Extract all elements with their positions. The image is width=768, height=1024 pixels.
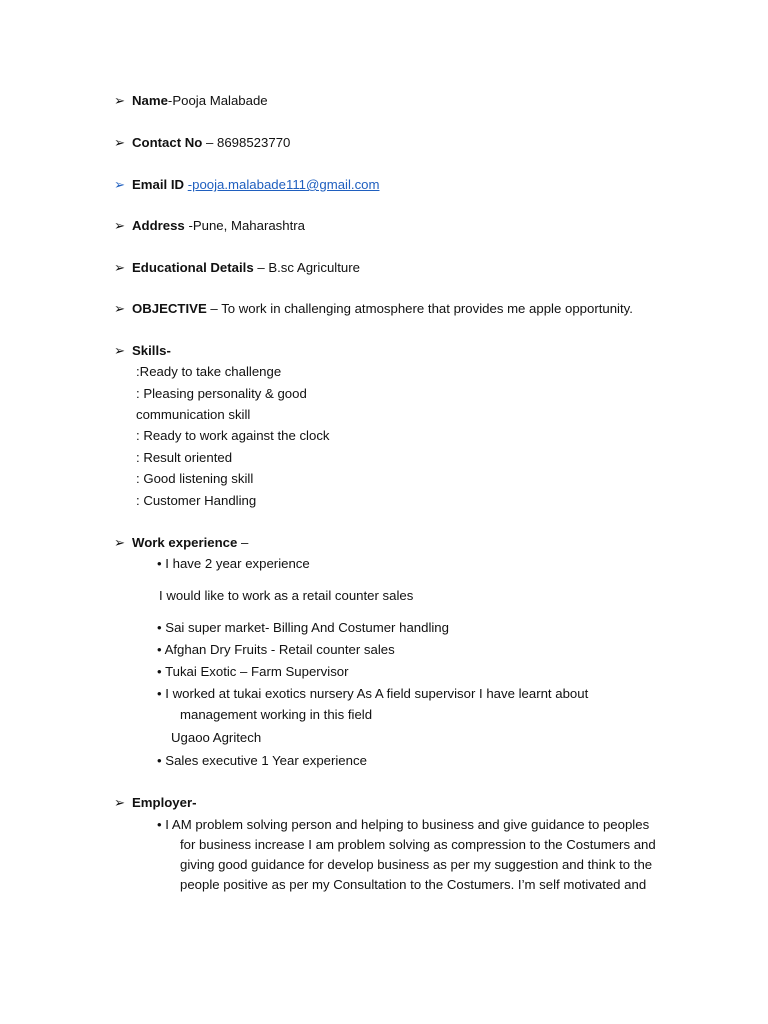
arrow-bullet-icon: ➢	[114, 218, 126, 233]
arrow-bullet-icon: ➢	[114, 795, 126, 810]
arrow-bullet-icon: ➢	[114, 301, 126, 316]
employer-bullet-item: • I AM problem solving person and helping to business and give guidance to peoples	[157, 817, 650, 832]
education-value: B.sc Agriculture	[268, 260, 360, 275]
work-bullet-item: • Afghan Dry Fruits - Retail counter sales	[157, 642, 395, 657]
bullet-dot-icon: •	[157, 753, 162, 768]
employer-continuation: people positive as per my Consultation to the Costumers. I’m self motivated and	[180, 877, 647, 892]
work-separator: –	[237, 535, 249, 550]
name-row	[114, 93, 268, 109]
email-label: Email ID	[132, 177, 185, 192]
work-bullet-item: • Sai super market- Billing And Costumer handling	[157, 620, 449, 635]
name-value: Pooja Malabade	[172, 93, 268, 108]
education-label: Educational Details	[132, 260, 254, 275]
email-link[interactable]: -pooja.malabade111@gmail.com	[187, 177, 380, 192]
objective-separator: –	[206, 301, 222, 316]
work-label: Work experience	[132, 535, 238, 550]
employer-heading	[114, 795, 197, 811]
skill-item: : Customer Handling	[136, 493, 257, 508]
arrow-bullet-icon: ➢	[114, 260, 126, 275]
skill-item: : Result oriented	[136, 450, 233, 465]
work-bullet-item: • I worked at tukai exotics nursery As A field supervisor I have learnt about	[157, 686, 589, 701]
employer-continuation: for business increase I am problem solving as compression to the Costumers and	[180, 837, 656, 852]
skill-item: communication skill	[136, 407, 251, 422]
bullet-dot-icon: •	[157, 664, 162, 679]
skill-item: :Ready to take challenge	[136, 364, 282, 379]
arrow-bullet-icon: ➢	[114, 535, 126, 550]
address-label: Address	[132, 218, 185, 233]
contact-label: Contact No	[132, 135, 203, 150]
objective-value: To work in challenging atmosphere that provides me apple opportunity.	[221, 301, 633, 316]
education-separator: –	[253, 260, 269, 275]
address-row	[114, 218, 305, 234]
employer-label: Employer-	[132, 795, 197, 810]
work-note: I would like to work as a retail counter sales	[159, 588, 414, 603]
skills-heading	[114, 343, 171, 359]
bullet-dot-icon: •	[157, 686, 162, 701]
objective-row	[114, 301, 633, 317]
company-name: Ugaoo Agritech	[171, 730, 262, 745]
skill-item: : Good listening skill	[136, 471, 254, 486]
objective-label: OBJECTIVE	[132, 301, 207, 316]
name-label: Name	[132, 93, 168, 108]
arrow-bullet-icon: ➢	[114, 135, 126, 150]
skill-item: : Pleasing personality & good	[136, 386, 307, 401]
contact-value: 8698523770	[217, 135, 291, 150]
email-row	[114, 177, 379, 193]
employer-continuation: giving good guidance for develop business as per my suggestion and think to the	[180, 857, 653, 872]
work-bullet-item: • I have 2 year experience	[157, 556, 310, 571]
work-bullet-continuation: management working in this field	[180, 707, 373, 722]
contact-row	[114, 135, 290, 151]
name-separator: -	[167, 93, 173, 108]
skills-label: Skills-	[132, 343, 171, 358]
arrow-bullet-icon: ➢	[114, 93, 126, 108]
arrow-bullet-icon: ➢	[114, 177, 126, 192]
bullet-dot-icon: •	[157, 556, 162, 571]
bullet-dot-icon: •	[157, 620, 162, 635]
work-heading	[114, 535, 248, 551]
contact-separator: –	[202, 135, 218, 150]
address-value: Pune, Maharashtra	[192, 218, 306, 233]
skill-item: : Ready to work against the clock	[136, 428, 330, 443]
address-separator: -	[184, 218, 193, 233]
work-bullet-item: • Sales executive 1 Year experience	[157, 753, 367, 768]
work-bullet-item: • Tukai Exotic – Farm Supervisor	[157, 664, 349, 679]
arrow-bullet-icon: ➢	[114, 343, 126, 358]
education-row	[114, 260, 360, 276]
bullet-dot-icon: •	[157, 817, 162, 832]
bullet-dot-icon: •	[157, 642, 162, 657]
